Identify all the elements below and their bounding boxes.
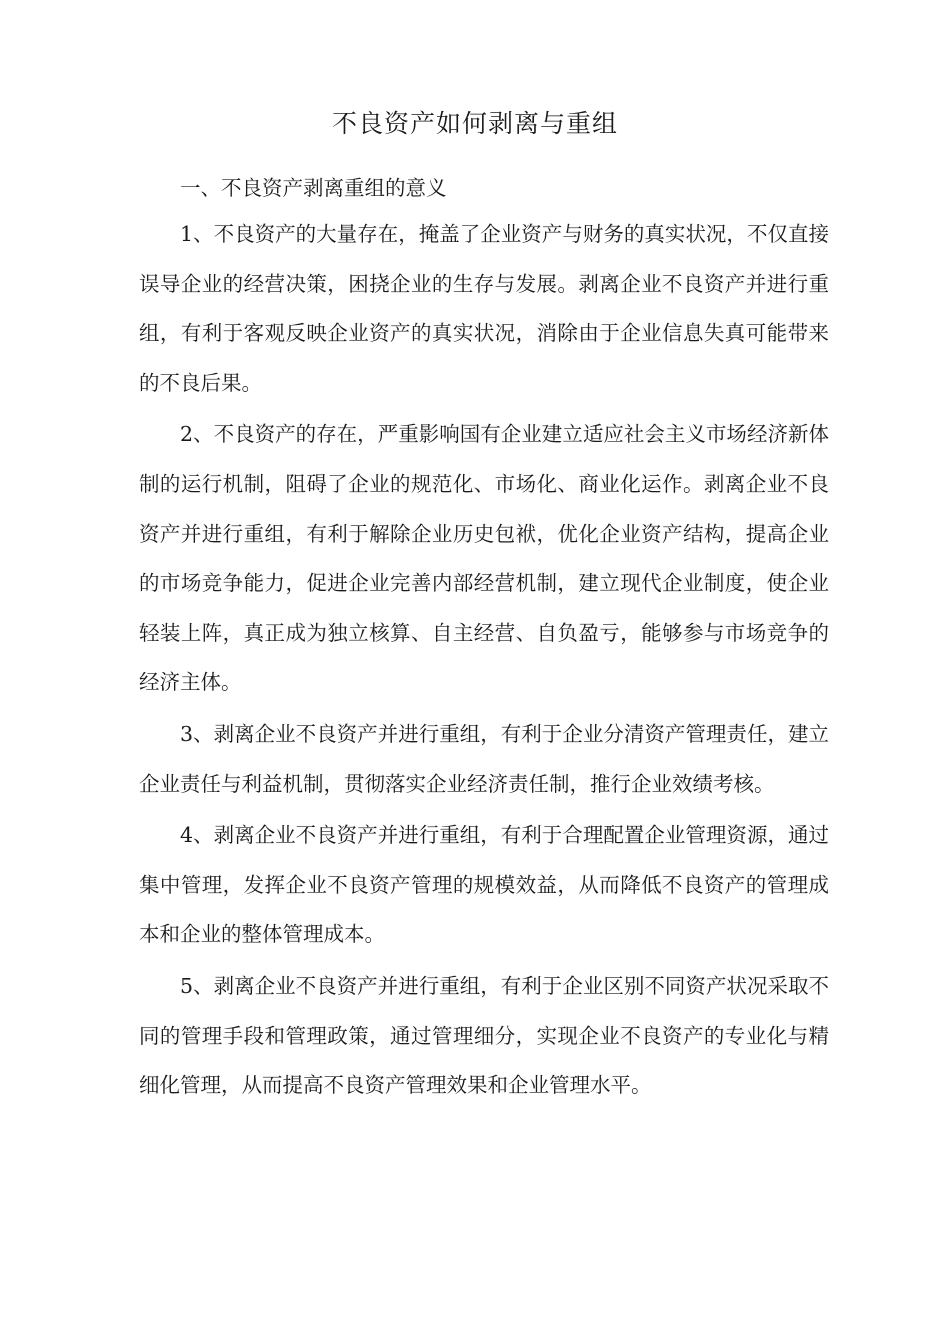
paragraph-2: 2、不良资产的存在，严重影响国有企业建立适应社会主义市场经济新体制的运行机制，阻碍了企业的规范化、市场化、商业化运作。剥离企业不良资产并进行重组，有利于解除企业历史包袱，优化企业资产结构，提高企业的市场竞争能力，促进企业完善内部经营机制，建立现代企业制度，使企业轻装上阵，真正成为独立核算、自主经营、自负盈亏，能够参与市场竞争的经济主体。: [139, 422, 829, 695]
section-heading: 一、不良资产剥离重组的意义: [180, 176, 447, 200]
document-body: [139, 168, 829, 1111]
paragraph-1: 1、不良资产的大量存在，掩盖了企业资产与财务的真实状况，不仅直接误导企业的经营决策，困挠企业的生存与发展。剥离企业不良资产并进行重组，有利于客观反映企业资产的真实状况，消除由于企业信息失真可能带来的不良后果。: [139, 222, 829, 395]
document-title: 不良资产如何剥离与重组: [331, 109, 618, 138]
paragraph-3: 3、剥离企业不良资产并进行重组，有利于企业分清资产管理责任，建立企业责任与利益机制，贯彻落实企业经济责任制，推行企业效绩考核。: [139, 721, 829, 796]
paragraph-5: 5、剥离企业不良资产并进行重组，有利于企业区别不同资产状况采取不同的管理手段和管理政策，通过管理细分，实现企业不良资产的专业化与精细化管理，从而提高不良资产管理效果和企业管理水平。: [139, 973, 829, 1098]
paragraph-4: 4、剥离企业不良资产并进行重组，有利于合理配置企业管理资源，通过集中管理，发挥企业不良资产管理的规模效益，从而降低不良资产的管理成本和企业的整体管理成本。: [139, 823, 829, 947]
